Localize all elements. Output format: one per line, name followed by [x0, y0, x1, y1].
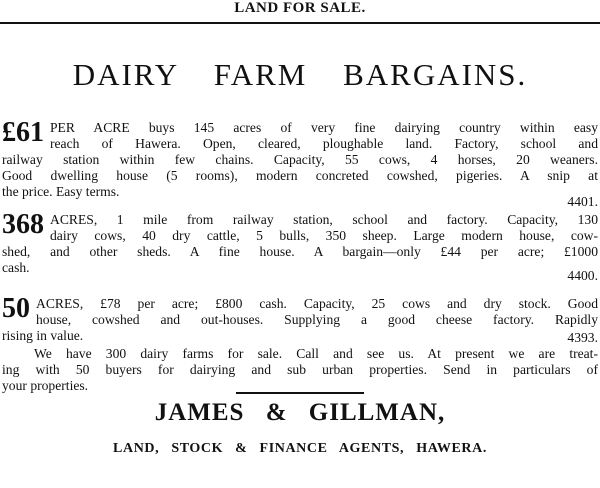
listing-1-line-1: PER ACRE buys 145 acres of very fine dairying country within easy	[50, 120, 598, 135]
listing-2-price: 368	[2, 209, 44, 240]
closing-paragraph	[2, 346, 598, 394]
listing-1	[2, 117, 598, 200]
company-name: JAMES & GILLMAN,	[154, 399, 446, 426]
listing-1-price: £61	[2, 117, 44, 148]
closing-line-3: your properties.	[2, 378, 89, 393]
listing-1-line-2: reach of Hawera. Open, cleared, ploughable land. Factory, school and	[50, 136, 598, 151]
listing-2	[2, 209, 598, 276]
listing-3-line-2: house, cowshed and out-houses. Supplying a good cheese factory. Rapidly	[36, 312, 598, 327]
listing-2-ref: 4400.	[567, 268, 598, 283]
divider	[236, 392, 364, 394]
listing-2-line-2: dairy cows, 40 dry cattle, 5 bulls, 350 sheep. Large modern house, cow-	[50, 228, 598, 243]
listing-2-line-3: shed, and other sheds. A fine house. A bargain—only £44 per acre; £1000	[2, 244, 598, 259]
listing-2-line-4: cash.	[2, 260, 30, 275]
section-heading: LAND FOR SALE.	[234, 0, 366, 16]
listing-1-ref: 4401.	[567, 194, 598, 209]
listing-3-price: 50	[2, 293, 30, 324]
listing-3	[2, 293, 598, 344]
top-divider	[0, 22, 600, 24]
agents-line: LAND, STOCK & FINANCE AGENTS, HAWERA.	[113, 441, 487, 456]
ad-title: DAIRY FARM BARGAINS.	[72, 57, 528, 92]
listing-3-line-3: rising in value.	[2, 328, 84, 343]
listing-1-line-4: Good dwelling house (5 rooms), modern concreted cowshed, pigeries. A snip at	[2, 168, 598, 183]
listing-1-line-3: railway station within few chains. Capacity, 55 cows, 4 horses, 20 weaners.	[2, 152, 598, 167]
listing-1-line-5: the price. Easy terms.	[2, 184, 120, 199]
closing-line-2: ing with 50 buyers for dairying and sub urban properties. Send in particulars of	[2, 362, 598, 377]
listing-3-line-1: ACRES, £78 per acre; £800 cash. Capacity, 25 cows and dry stock. Good	[36, 296, 598, 311]
listing-2-line-1: ACRES, 1 mile from railway station, school and factory. Capacity, 130	[50, 212, 598, 227]
closing-line-1: We have 300 dairy farms for sale. Call and see us. At present we are treat-	[34, 346, 598, 361]
listing-3-ref: 4393.	[567, 330, 598, 345]
